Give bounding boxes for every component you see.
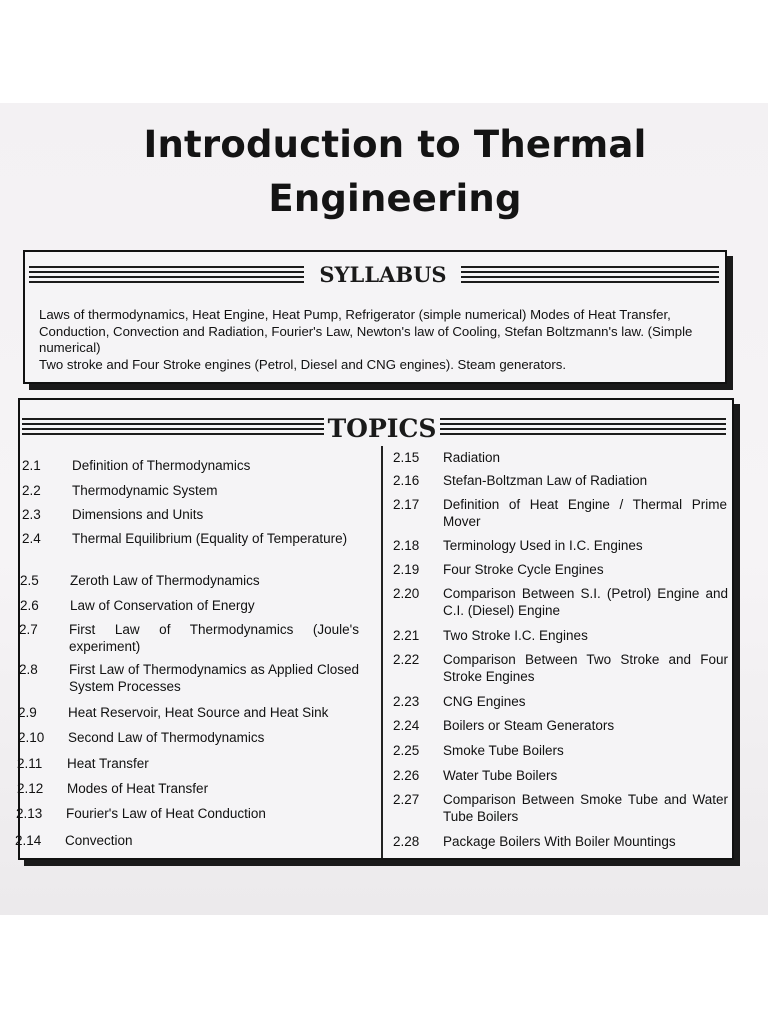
topic-item (15, 833, 355, 850)
topic-title: Thermal Equilibrium (Equality of Temperature) (72, 531, 348, 546)
topic-number: 2.11 (17, 756, 43, 771)
topic-number: 2.19 (393, 562, 420, 577)
topic-number: 2.4 (22, 531, 41, 546)
column-divider (381, 446, 383, 858)
topic-number: 2.23 (393, 694, 420, 709)
topic-title: Two Stroke I.C. Engines (443, 628, 588, 643)
topic-number: 2.3 (22, 507, 41, 522)
topic-number: 2.15 (393, 450, 420, 465)
topic-title: First Law of Thermodynamics (Joule's experiment) (69, 622, 359, 654)
topic-title: Heat Transfer (67, 756, 149, 771)
topic-title: Definition of Thermodynamics (72, 458, 251, 473)
topic-title: Modes of Heat Transfer (67, 781, 209, 796)
topic-item (19, 622, 359, 655)
topic-item (20, 573, 300, 590)
topic-number: 2.17 (393, 497, 420, 512)
topic-number: 2.28 (393, 834, 420, 849)
topics-rule-left (22, 418, 324, 437)
topic-number: 2.26 (393, 768, 420, 783)
topics-rule-right (440, 418, 726, 437)
topic-number: 2.20 (393, 586, 420, 601)
topic-title: Boilers or Steam Generators (443, 718, 615, 733)
topic-title: Zeroth Law of Thermodynamics (70, 573, 260, 588)
topic-item (393, 834, 728, 851)
topic-title: Definition of Heat Engine / Thermal Prime Mover (443, 497, 727, 529)
topic-item (18, 705, 358, 722)
topic-number: 2.27 (393, 792, 420, 807)
topic-title: Comparison Between Two Stroke and Four Stroke Engines (443, 652, 728, 684)
topic-number: 2.6 (20, 598, 39, 613)
topic-item (393, 450, 723, 467)
topic-item (393, 792, 728, 825)
topic-number: 2.9 (18, 705, 37, 720)
topic-title: Thermodynamic System (72, 483, 218, 498)
topic-item (393, 562, 727, 579)
topic-number: 2.1 (22, 458, 41, 473)
syllabus-paragraph-2: Two stroke and Four Stroke engines (Petrol, Diesel and CNG engines). Steam generators. (39, 356, 567, 372)
topic-item (19, 662, 359, 695)
chapter-title (0, 118, 768, 226)
topic-title: Radiation (443, 450, 501, 465)
syllabus-heading: SYLLABUS (319, 262, 447, 287)
chapter-title-line-1: Introduction to Thermal (143, 123, 647, 166)
topic-item (393, 538, 727, 555)
topic-item (393, 652, 728, 685)
topic-title: Comparison Between Smoke Tube and Water Tube Boilers (443, 792, 728, 824)
topic-item (393, 586, 728, 619)
topic-item (393, 718, 728, 735)
topic-item (393, 497, 727, 530)
topic-number: 2.10 (18, 730, 45, 745)
syllabus-paragraph-1: Laws of thermodynamics, Heat Engine, Heat Pump, Refrigerator (simple numerical) Modes of Heat Transfer, Conduction, Convection and Radiation, Fourier's Law, Newton's law of Cooling, Stefan Boltzmann's law. (Simple numerical) (39, 307, 693, 355)
topic-number: 2.16 (393, 473, 420, 488)
syllabus-rule-right (461, 266, 719, 285)
topic-number: 2.7 (19, 622, 38, 637)
topic-number: 2.8 (19, 662, 38, 677)
chapter-title-line-2: Engineering (268, 177, 522, 220)
topic-title: Second Law of Thermodynamics (68, 730, 265, 745)
topic-item (393, 694, 728, 711)
topic-title: Fourier's Law of Heat Conduction (66, 806, 266, 821)
topic-title: CNG Engines (443, 694, 526, 709)
topic-item (22, 507, 302, 524)
topic-number: 2.2 (22, 483, 41, 498)
topic-item (22, 458, 302, 475)
topic-title: Dimensions and Units (72, 507, 204, 522)
syllabus-text (39, 307, 719, 373)
topic-item (18, 730, 358, 747)
topic-item (17, 756, 357, 773)
topic-item (22, 531, 360, 548)
topic-title: Comparison Between S.I. (Petrol) Engine and C.I. (Diesel) Engine (443, 586, 728, 618)
syllabus-rule-left (29, 266, 304, 285)
topic-number: 2.12 (17, 781, 44, 796)
topic-item (22, 483, 302, 500)
topic-title: Terminology Used in I.C. Engines (443, 538, 643, 553)
topic-item (17, 781, 357, 798)
topic-number: 2.22 (393, 652, 420, 667)
topic-title: Law of Conservation of Energy (70, 598, 255, 613)
topic-item (20, 598, 300, 615)
topic-title: Stefan-Boltzman Law of Radiation (443, 473, 648, 488)
topic-number: 2.24 (393, 718, 420, 733)
topic-title: Smoke Tube Boilers (443, 743, 564, 758)
topic-number: 2.18 (393, 538, 420, 553)
topic-item (393, 628, 728, 645)
topic-title: First Law of Thermodynamics as Applied Closed System Processes (69, 662, 359, 694)
topic-title: Four Stroke Cycle Engines (443, 562, 604, 577)
topic-title: Convection (65, 833, 133, 848)
topic-item (16, 806, 356, 823)
topics-heading: TOPICS (327, 414, 437, 443)
topic-number: 2.25 (393, 743, 420, 758)
topic-item (393, 473, 723, 490)
topic-title: Water Tube Boilers (443, 768, 558, 783)
topic-title: Package Boilers With Boiler Mountings (443, 834, 676, 849)
topic-title: Heat Reservoir, Heat Source and Heat Sink (68, 705, 329, 720)
topic-item (393, 768, 728, 785)
topic-number: 2.5 (20, 573, 39, 588)
topic-number: 2.13 (16, 806, 43, 821)
topic-item (393, 743, 728, 760)
topic-number: 2.21 (393, 628, 420, 643)
topic-number: 2.14 (15, 833, 42, 848)
